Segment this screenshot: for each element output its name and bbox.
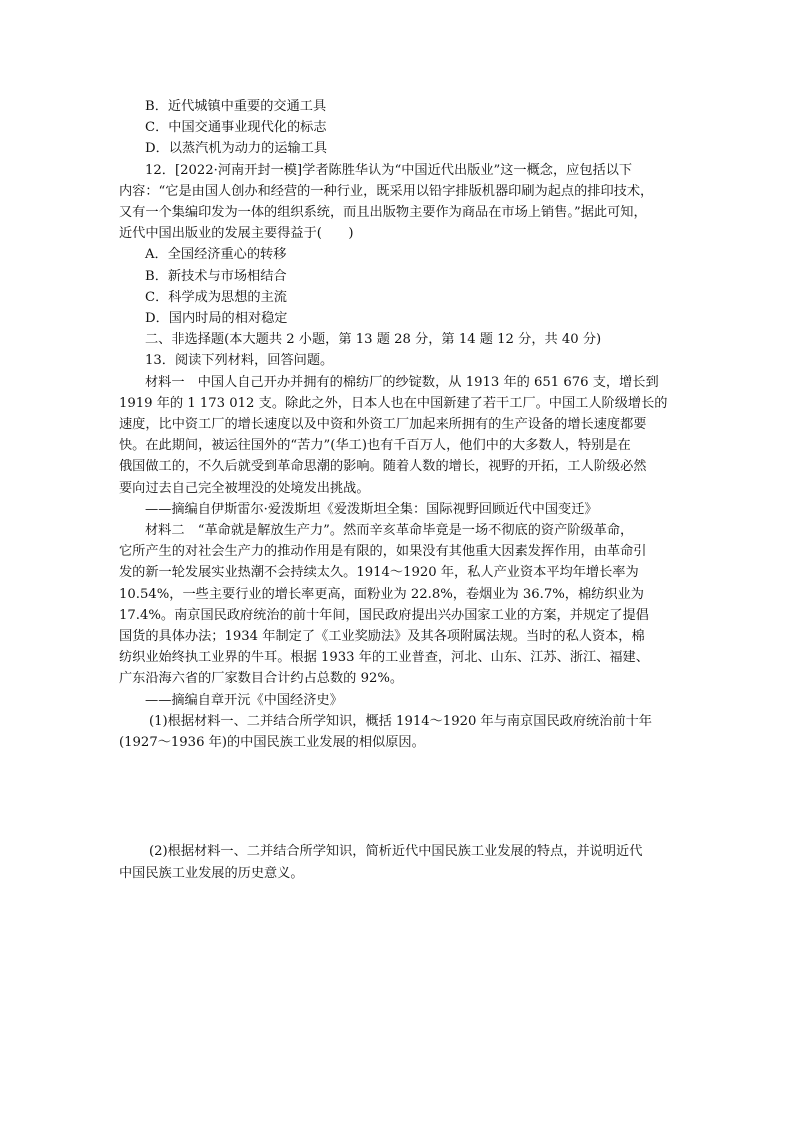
q12-option-a: A．全国经济重心的转移 (145, 247, 287, 263)
material-2-line: 发的新一轮发展实业热潮不会持续太久。1914～1920 年，私人产业资本平均年增长率为 (119, 565, 639, 581)
material-1-line: 材料一 中国人自己开办并拥有的棉纺厂的纱锭数，从 1913 年的 651 676 支，增长到 (145, 374, 659, 390)
subquestion-1-line: (1)根据材料一、二并结合所学知识，概括 1914～1920 年与南京国民政府统治前十年 (149, 713, 652, 729)
exam-content (119, 96, 679, 884)
material-2-line: 纺织业始终执工业界的牛耳。根据 1933 年的工业普查，河北、山东、江苏、浙江、福建、 (119, 650, 649, 666)
subquestion-2-line: (2)根据材料一、二并结合所学知识，简析近代中国民族工业发展的特点，并说明近代 (149, 844, 643, 860)
material-2-line: 10.54%，一些主要行业的增长率更高，面粉业为 22.8%，卷烟业为 36.7%，棉纺织业为 (119, 586, 644, 602)
q13-material-2 (119, 520, 679, 711)
q13-intro: 13．阅读下列材料，回答问题。 (145, 353, 334, 369)
subquestion-2-line: 中国民族工业发展的历史意义。 (119, 865, 304, 881)
material-1-line: 要向过去自己完全被埋没的处境发出挑战。 (119, 480, 370, 496)
q12-option-b: B．新技术与市场相结合 (145, 268, 287, 284)
q12-stem-line: 近代中国出版业的发展主要得益于( ) (119, 226, 354, 242)
question-13 (119, 350, 679, 883)
q12-option-d: D．国内时局的相对稳定 (145, 311, 288, 327)
material-1-line: 俄国做工的，不久后就受到革命思潮的影响。随着人数的增长，视野的开拓，工人阶级必然 (119, 459, 647, 475)
section-2-title: 二、非选择题(本大题共 2 小题，第 13 题 28 分，第 14 题 12 分，共 40 分) (145, 332, 602, 348)
q11-option-b: B．近代城镇中重要的交通工具 (145, 99, 327, 114)
q12-option-c: C．科学成为思想的主流 (145, 289, 287, 305)
material-1-source: ——摘编自伊斯雷尔·爱泼斯坦《爱泼斯坦全集：国际视野回顾近代中国变迁》 (145, 501, 598, 517)
material-2-line: 17.4%。南京国民政府统治的前十年间，国民政府提出兴办国家工业的方案，并规定了提倡 (119, 607, 649, 623)
q11-options (119, 96, 679, 160)
material-1-line: 速度，比中资工厂的增长速度以及中资和外资工厂加起来所拥有的生产设备的增长速度都要 (119, 417, 647, 433)
answer-space-1[interactable] (119, 753, 679, 841)
material-2-line: 它所产生的对社会生产力的推动作用是有限的，如果没有其他重大因素发挥作用，由革命引 (119, 544, 647, 560)
material-2-line: 广东沿海六省的厂家数目合计约占总数的 92%。 (119, 671, 404, 687)
material-1-line: 快。在此期间，被运往国外的“苦力”(华工)也有千百万人，他们中的大多数人，特别是在 (119, 438, 631, 454)
material-2-line: 国货的具体办法；1934 年制定了《工业奖励法》及其各项附属法规。当时的私人资本，棉 (119, 629, 645, 645)
subquestion-1-line: (1927～1936 年)的中国民族工业发展的相似原因。 (119, 735, 425, 751)
material-2-source: ——摘编自章开沅《中国经济史》 (145, 692, 343, 708)
material-2-line: 材料二 “革命就是解放生产力”。然而辛亥革命毕竟是一场不彻底的资产阶级革命， (145, 523, 634, 539)
q13-subquestion-2 (119, 841, 679, 883)
q12-stem-line: 12．[2022·河南开封一模]学者陈胜华认为“中国近代出版业”这一概念，应包括以下 (145, 162, 633, 178)
q11-option-d: D．以蒸汽机为动力的运输工具 (145, 141, 328, 157)
question-12 (119, 160, 679, 330)
q12-stem-line: 又有一个集编印发为一体的组织系统，而且出版物主要作为商品在市场上销售。”据此可知， (119, 205, 647, 221)
q12-stem-line: 内容：“它是由国人创办和经营的一种行业，既采用以铅字排版机器印刷为起点的排印技术， (119, 183, 654, 199)
q11-option-c: C．中国交通事业现代化的标志 (145, 120, 327, 136)
q13-material-1 (119, 372, 679, 520)
material-1-line: 1919 年的 1 173 012 支。除此之外，日本人也在中国新建了若干工厂。中国工人阶级增长的 (119, 395, 668, 411)
q13-subquestion-1 (119, 711, 679, 753)
